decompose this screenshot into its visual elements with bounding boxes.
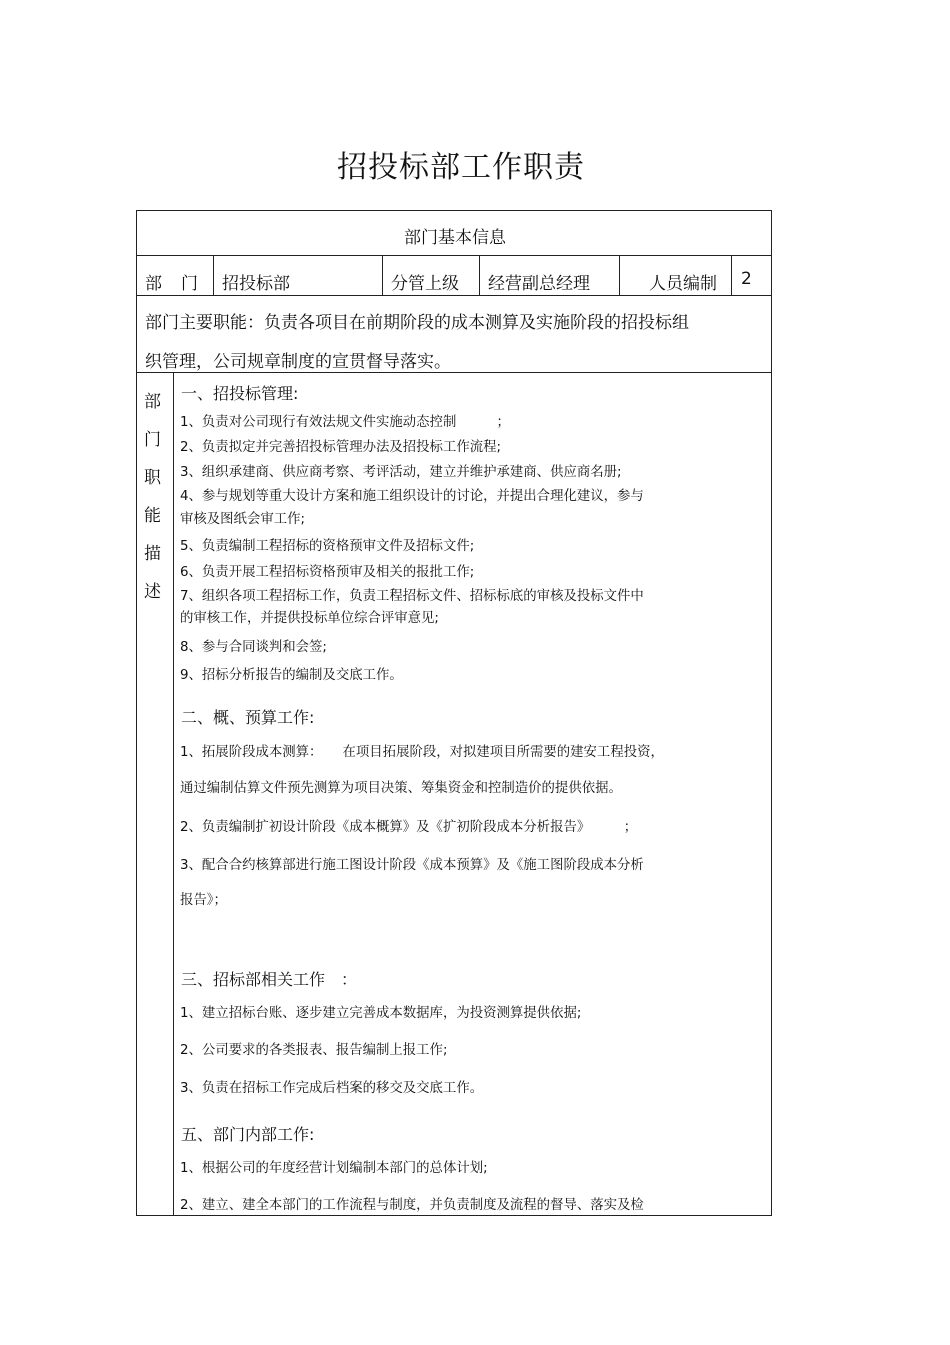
row-divider [137, 255, 771, 256]
section-title: 二、概、预算工作: [181, 708, 315, 727]
duty-line: 3、负责在招标工作完成后档案的移交及交底工作。 [180, 1081, 484, 1096]
col-divider [619, 255, 620, 295]
side-label-char: 部 [144, 392, 161, 412]
duty-line: 5、负责编制工程招标的资格预审文件及招标文件; [180, 539, 475, 554]
row-divider [137, 372, 771, 373]
col-divider [731, 255, 732, 295]
staff-value: 2 [741, 269, 752, 289]
duty-table [136, 210, 772, 1216]
duty-line: 通过编制估算文件预先测算为项目决策、筹集资金和控制造价的提供依据。 [180, 781, 622, 796]
section-title: 五、部门内部工作: [181, 1125, 315, 1144]
duty-line: 2、公司要求的各类报表、报告编制上报工作; [180, 1043, 448, 1058]
dept-value: 招投标部 [222, 274, 290, 294]
col-divider [173, 372, 174, 1216]
side-label-char: 门 [144, 430, 161, 450]
duty-line: 2、负责编制扩初设计阶段《成本概算》及《扩初阶段成本分析报告》 ； [180, 820, 638, 835]
row-divider [137, 295, 771, 296]
duty-line: 审核及图纸会审工作; [180, 512, 306, 527]
duty-line: 3、配合合约核算部进行施工图设计阶段《成本预算》及《施工图阶段成本分析 [180, 858, 644, 873]
col-divider [382, 255, 383, 295]
duty-line: 1、负责对公司现行有效法规文件实施动态控制 ； [180, 415, 510, 430]
duty-line: 6、负责开展工程招标资格预审及相关的报批工作; [180, 565, 475, 580]
duty-line: 报告》； [180, 893, 227, 908]
page-title: 招投标部工作职责 [337, 150, 585, 185]
duty-line: 8、参与合同谈判和会签; [180, 640, 327, 655]
duty-line: 2、负责拟定并完善招投标管理办法及招投标工作流程; [180, 440, 502, 455]
main-duty-line: 部门主要职能：负责各项目在前期阶段的成本测算及实施阶段的招投标组 [145, 313, 689, 333]
duty-line: 2、建立、建全本部门的工作流程与制度，并负责制度及流程的督导、落实及检 [180, 1198, 644, 1213]
supervisor-label: 分管上级 [391, 274, 459, 294]
staff-label: 人员编制 [649, 274, 717, 294]
section-title: 三、招标部相关工作 ： [181, 970, 358, 989]
dept-label: 部 门 [145, 274, 199, 294]
col-divider [479, 255, 480, 295]
duty-line: 7、组织各项工程招标工作，负责工程招标文件、招标标底的审核及投标文件中 [180, 589, 644, 604]
duty-line: 1、建立招标台账、逐步建立完善成本数据库，为投资测算提供依据; [180, 1006, 582, 1021]
side-label-char: 职 [144, 468, 161, 488]
duty-line: 9、招标分析报告的编制及交底工作。 [180, 668, 403, 683]
section-header: 部门基本信息 [404, 228, 506, 248]
duty-line: 的审核工作，并提供投标单位综合评审意见; [180, 611, 439, 626]
side-label-char: 述 [144, 582, 161, 602]
col-divider [213, 255, 214, 295]
duty-line: 4、参与规划等重大设计方案和施工组织设计的讨论，并提出合理化建议，参与 [180, 489, 644, 504]
duty-line: 1、根据公司的年度经营计划编制本部门的总体计划; [180, 1161, 488, 1176]
main-duty-line: 织管理，公司规章制度的宣贯督导落实。 [145, 352, 451, 372]
section-title: 一、招投标管理: [181, 384, 299, 403]
side-label-char: 能 [144, 506, 161, 526]
duty-line: 1、拓展阶段成本测算： 在项目拓展阶段，对拟建项目所需要的建安工程投资， [180, 745, 664, 760]
side-label-char: 描 [144, 544, 161, 564]
duty-line: 3、组织承建商、供应商考察、考评活动，建立并维护承建商、供应商名册; [180, 465, 622, 480]
supervisor-value: 经营副总经理 [488, 274, 590, 294]
